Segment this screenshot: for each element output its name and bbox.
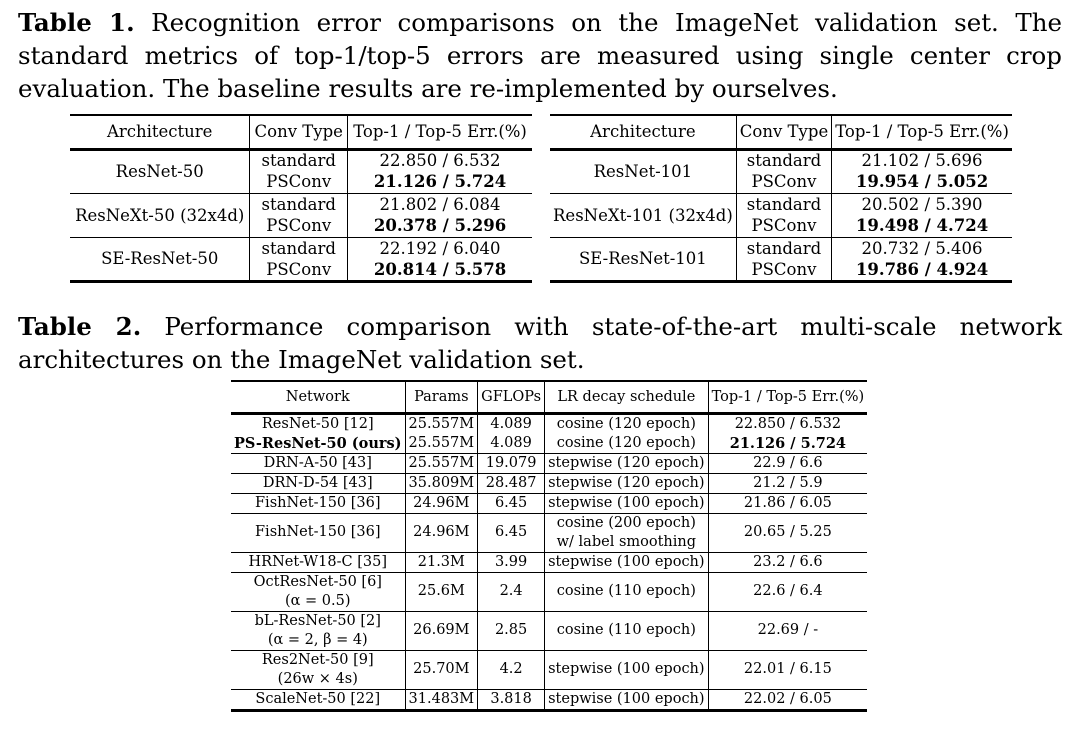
- network-cell: [231, 572, 405, 611]
- error-cell: 19.954 / 5.052: [832, 171, 1012, 193]
- network-cell: [231, 611, 405, 650]
- schedule-cell-line: w/ label smoothing: [556, 533, 697, 550]
- gflops-cell: [478, 552, 545, 572]
- params-cell-line: 21.3M: [417, 553, 465, 570]
- network-cell: [231, 493, 405, 513]
- gflops-cell-line: 3.99: [494, 553, 528, 570]
- gflops-cell-line: 3.818: [490, 690, 532, 707]
- error-cell: [708, 513, 867, 552]
- schedule-cell-line: stepwise (100 epoch): [548, 494, 705, 511]
- table2-caption: [18, 310, 1062, 376]
- params-cell-line: 24.96M: [413, 524, 470, 540]
- arch-cell: ResNeXt-101 (32x4d): [550, 193, 736, 237]
- network-cell-line: HRNet-W18-C [35]: [248, 553, 388, 570]
- schedule-cell: [545, 413, 708, 434]
- schedule-cell: [545, 434, 708, 454]
- conv-type-cell: PSConv: [250, 215, 348, 237]
- header-conv-type: Conv Type: [736, 115, 831, 149]
- table-row: [231, 650, 867, 689]
- table2-caption-label: Table 2.: [18, 312, 142, 341]
- gflops-cell-line: 4.2: [499, 661, 523, 677]
- error-cell: 21.126 / 5.724: [348, 171, 532, 193]
- network-cell-line: OctResNet-50 [6]: [253, 573, 382, 590]
- error-cell: [708, 611, 867, 650]
- arch-cell: ResNet-50: [70, 149, 250, 193]
- error-cell: 22.850 / 6.532: [348, 149, 532, 171]
- gflops-cell: [478, 650, 545, 689]
- conv-type-cell: standard: [736, 149, 831, 171]
- gflops-cell: [478, 434, 545, 454]
- gflops-cell: [478, 513, 545, 552]
- error-cell-line: 22.69 / -: [757, 622, 819, 638]
- schedule-cell: [545, 493, 708, 513]
- network-cell: [231, 413, 405, 434]
- network-cell-line: DRN-D-54 [43]: [262, 474, 373, 491]
- conv-type-cell: PSConv: [250, 171, 348, 193]
- network-cell: [231, 689, 405, 710]
- conv-type-cell: standard: [250, 193, 348, 215]
- network-cell-line: FishNet-150 [36]: [255, 494, 381, 511]
- table-row: [231, 493, 867, 513]
- network-cell: [231, 434, 405, 454]
- schedule-cell-line: stepwise (120 epoch): [548, 454, 705, 471]
- error-cell: 21.102 / 5.696: [832, 149, 1012, 171]
- error-cell-line: 21.2 / 5.9: [753, 474, 823, 491]
- gflops-cell-line: 2.4: [499, 583, 523, 599]
- network-cell-line: PS-ResNet-50 (ours): [234, 434, 402, 452]
- gflops-cell: [478, 493, 545, 513]
- table-row: [231, 611, 867, 650]
- gflops-cell-line: 4.089: [490, 434, 532, 451]
- gflops-cell: [478, 572, 545, 611]
- params-cell-line: 26.69M: [413, 622, 470, 638]
- error-cell: 20.502 / 5.390: [832, 193, 1012, 215]
- table2-body: [231, 413, 867, 710]
- error-cell-line: 22.01 / 6.15: [743, 661, 832, 677]
- error-cell-line: 22.6 / 6.4: [753, 583, 823, 599]
- params-cell: [405, 493, 478, 513]
- error-cell: 19.498 / 4.724: [832, 215, 1012, 237]
- conv-type-cell: standard: [250, 237, 348, 259]
- error-cell: [708, 434, 867, 454]
- error-cell: 20.732 / 5.406: [832, 237, 1012, 259]
- table-row: [231, 689, 867, 710]
- gflops-cell-line: 19.079: [485, 454, 537, 471]
- table-row: [231, 434, 867, 454]
- schedule-cell: [545, 473, 708, 493]
- error-cell: 20.378 / 5.296: [348, 215, 532, 237]
- arch-cell: SE-ResNet-50: [101, 249, 219, 268]
- params-cell: [405, 611, 478, 650]
- table1-caption-label: Table 1.: [18, 8, 135, 37]
- params-cell-line: 25.557M: [408, 434, 475, 451]
- header-error: Top-1 / Top-5 Err.(%): [348, 115, 532, 149]
- header-lr-schedule: LR decay schedule: [545, 381, 708, 413]
- conv-type-cell: PSConv: [250, 259, 348, 281]
- network-cell: [231, 513, 405, 552]
- error-cell-line: 22.02 / 6.05: [743, 690, 832, 707]
- schedule-cell: [545, 572, 708, 611]
- params-cell: [405, 689, 478, 710]
- table1-right: [550, 114, 1012, 283]
- params-cell-line: 35.809M: [408, 474, 475, 491]
- network-cell-line: ResNet-50 [12]: [261, 415, 374, 432]
- gflops-cell: [478, 689, 545, 710]
- network-cell-line: Res2Net-50 [9]: [261, 651, 374, 668]
- network-cell: [231, 650, 405, 689]
- table-row: [231, 552, 867, 572]
- schedule-cell-line: cosine (120 epoch): [556, 415, 696, 432]
- gflops-cell: [478, 453, 545, 473]
- params-cell-line: 25.70M: [413, 661, 470, 677]
- params-cell: [405, 650, 478, 689]
- error-cell-line: 22.9 / 6.6: [753, 454, 823, 471]
- error-cell: 21.802 / 6.084: [348, 193, 532, 215]
- schedule-cell: [545, 453, 708, 473]
- network-cell: [231, 552, 405, 572]
- network-cell-line: (26w × 4s): [277, 670, 358, 687]
- header-architecture: Architecture: [590, 122, 696, 142]
- conv-type-cell: PSConv: [736, 215, 831, 237]
- schedule-cell: [545, 513, 708, 552]
- schedule-cell: [545, 650, 708, 689]
- table-row: [231, 513, 867, 552]
- error-cell: [708, 413, 867, 434]
- schedule-cell-line: cosine (120 epoch): [556, 434, 696, 451]
- conv-type-cell: standard: [736, 193, 831, 215]
- header-error: Top-1 / Top-5 Err.(%): [708, 381, 867, 413]
- error-cell: [708, 493, 867, 513]
- schedule-cell-line: stepwise (100 epoch): [548, 553, 705, 570]
- error-cell: 19.786 / 4.924: [832, 259, 1012, 281]
- params-cell: [405, 513, 478, 552]
- params-cell-line: 25.557M: [408, 415, 475, 432]
- params-cell: [405, 552, 478, 572]
- error-cell: [708, 650, 867, 689]
- header-gflops: GFLOPs: [478, 381, 545, 413]
- arch-cell: SE-ResNet-101: [579, 249, 707, 268]
- params-cell: [405, 473, 478, 493]
- gflops-cell-line: 28.487: [485, 474, 537, 491]
- error-cell-line: 23.2 / 6.6: [753, 553, 823, 570]
- error-cell: [708, 572, 867, 611]
- error-cell: [708, 453, 867, 473]
- error-cell: [708, 473, 867, 493]
- table-row: [231, 572, 867, 611]
- schedule-cell-line: stepwise (100 epoch): [548, 690, 705, 707]
- network-cell: [231, 473, 405, 493]
- gflops-cell-line: 4.089: [490, 415, 532, 432]
- params-cell-line: 31.483M: [408, 690, 475, 707]
- header-conv-type: Conv Type: [250, 115, 348, 149]
- error-cell-line: 20.65 / 5.25: [743, 524, 832, 540]
- table-row: [231, 413, 867, 434]
- header-params: Params: [405, 381, 478, 413]
- schedule-cell: [545, 611, 708, 650]
- gflops-cell: [478, 413, 545, 434]
- conv-type-cell: PSConv: [736, 171, 831, 193]
- header-network: Network: [285, 388, 350, 405]
- network-cell-line: FishNet-150 [36]: [255, 524, 381, 540]
- network-cell-line: ScaleNet-50 [22]: [255, 690, 381, 707]
- table-row: [231, 473, 867, 493]
- schedule-cell-line: cosine (200 epoch): [556, 514, 696, 531]
- table1-left: [70, 114, 532, 283]
- header-architecture: Architecture: [106, 122, 213, 142]
- params-cell-line: 25.6M: [417, 583, 465, 599]
- gflops-cell: [478, 611, 545, 650]
- gflops-cell-line: 2.85: [494, 622, 528, 638]
- arch-cell: ResNeXt-50 (32x4d): [70, 193, 250, 237]
- schedule-cell-line: stepwise (120 epoch): [548, 474, 705, 491]
- schedule-cell: [545, 689, 708, 710]
- conv-type-cell: standard: [250, 149, 348, 171]
- schedule-cell-line: cosine (110 epoch): [556, 583, 696, 599]
- gflops-cell: [478, 473, 545, 493]
- error-cell: [708, 552, 867, 572]
- error-cell-line: 22.850 / 6.532: [734, 415, 842, 432]
- error-cell: [708, 689, 867, 710]
- header-error: Top-1 / Top-5 Err.(%): [832, 115, 1012, 149]
- params-cell: [405, 572, 478, 611]
- conv-type-cell: PSConv: [736, 259, 831, 281]
- network-cell-line: bL-ResNet-50 [2]: [254, 612, 381, 629]
- error-cell: 20.814 / 5.578: [348, 259, 532, 281]
- params-cell: [405, 453, 478, 473]
- error-cell: 22.192 / 6.040: [348, 237, 532, 259]
- schedule-cell-line: cosine (110 epoch): [556, 622, 696, 638]
- schedule-cell-line: stepwise (100 epoch): [548, 661, 705, 677]
- table1-caption-text: Recognition error comparisons on the ImageNet validation set. The standard metrics of top-1/top-5 errors are measured using single center crop evaluation. The baseline results are re-implemented by ourselves.: [18, 8, 1062, 103]
- gflops-cell-line: 6.45: [494, 494, 528, 511]
- params-cell-line: 24.96M: [413, 494, 470, 511]
- error-cell-line: 21.126 / 5.724: [729, 434, 847, 452]
- params-cell: [405, 413, 478, 434]
- table1-caption: [18, 6, 1062, 105]
- table-row: [231, 453, 867, 473]
- table2-caption-text: Performance comparison with state-of-the-art multi-scale network architectures on the ImageNet validation set.: [18, 312, 1062, 374]
- table2: [231, 380, 867, 712]
- network-cell: [231, 453, 405, 473]
- schedule-cell: [545, 552, 708, 572]
- network-cell-line: (α = 0.5): [284, 592, 351, 609]
- error-cell-line: 21.86 / 6.05: [743, 494, 832, 511]
- network-cell-line: DRN-A-50 [43]: [263, 454, 372, 471]
- gflops-cell-line: 6.45: [494, 524, 528, 540]
- network-cell-line: (α = 2, β = 4): [267, 631, 368, 648]
- conv-type-cell: standard: [736, 237, 831, 259]
- arch-cell: ResNet-101: [550, 149, 736, 193]
- params-cell-line: 25.557M: [408, 454, 475, 471]
- params-cell: [405, 434, 478, 454]
